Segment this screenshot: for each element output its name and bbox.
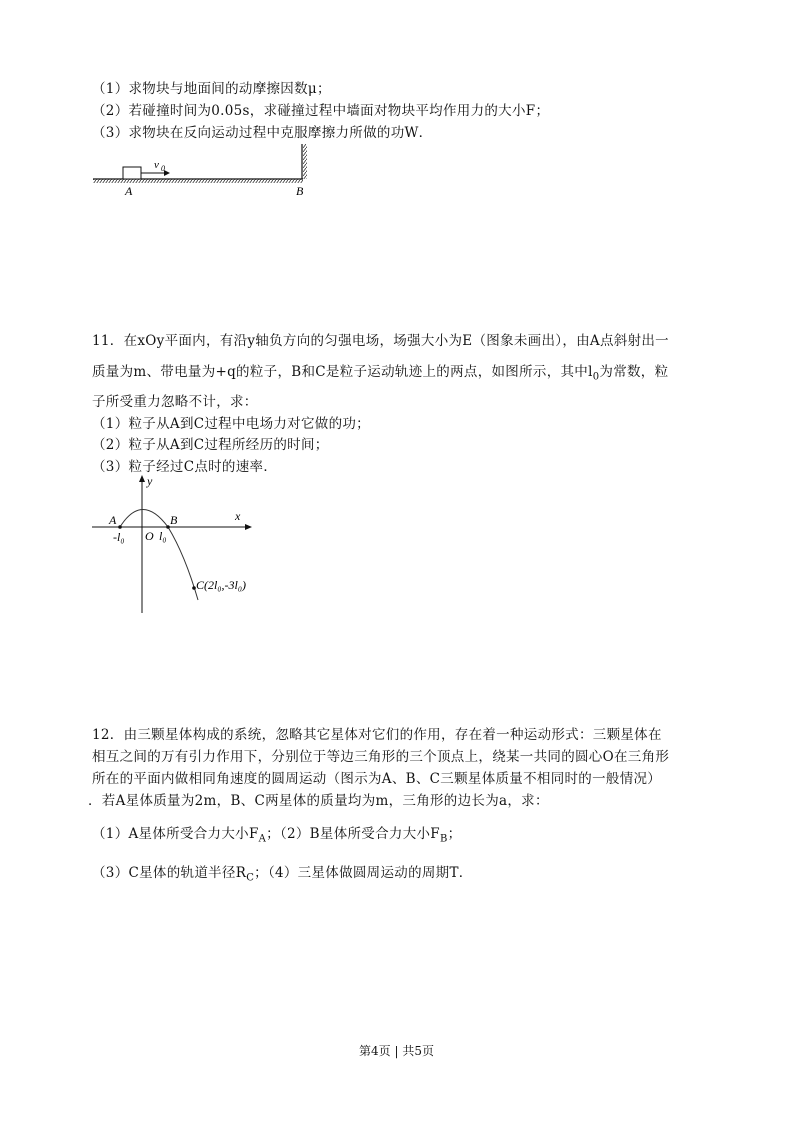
punct: ； (447, 826, 462, 842)
q10-item-1: （1）求物块与地面间的动摩擦因数μ； (92, 81, 331, 97)
q12-item-3: （3）C星体的轨道半径R (92, 865, 247, 881)
q11-item-2: （2）粒子从A到C过程所经历的时间； (92, 437, 329, 453)
q11-line-2-text: 质量为m、带电量为+q的粒子，B和C是粒子运动轨迹上的两点，如图所示，其中l (92, 364, 593, 380)
subscript: B (439, 833, 448, 845)
q11-item-1: （1）粒子从A到C过程中电场力对它做的功； (92, 416, 370, 432)
q12-items-3-4 (92, 861, 473, 884)
q11-line-1: 11．在xOy平面内，有沿y轴负方向的匀强电场，场强大小为E（图象未画出），由A点斜射出一 (92, 333, 669, 349)
q12-line-3: 所在的平面内做相同角速度的圆周运动（图示为A、B、C三颗星体质量不相同时的一般情况） (92, 771, 662, 787)
q10-item-2: （2）若碰撞时间为0.05s，求碰撞过程中墙面对物块平均作用力的大小F； (92, 103, 550, 119)
subscript: 0 (592, 371, 600, 383)
point-b-label: B (296, 184, 304, 198)
v0-label: v (154, 159, 159, 171)
y-axis-label: y (147, 474, 153, 488)
subscript: C (246, 872, 255, 884)
point-a-label: A (125, 184, 133, 198)
q11-item-3: （3）粒子经过C点时的速率． (92, 459, 278, 475)
q11-line-3: 子所受重力忽略不计，求： (92, 394, 258, 410)
l0-label: l₀ (159, 529, 167, 543)
q12-line-1: 12．由三颗星体构成的系统，忽略其它星体对它们的作用，存在着一种运动形式：三颗星体在 (92, 727, 662, 743)
q12-items-1-2 (92, 822, 461, 845)
x-axis-label: x (235, 509, 241, 523)
neg-l0-label: -l₀ (113, 530, 125, 544)
q10-figure (90, 140, 320, 202)
v0-subscript: 0 (161, 164, 165, 173)
q12-item-4: ；（4）三星体做圆周运动的周期T． (254, 865, 473, 881)
q12-line-2: 相互之间的万有引力作用下，分别位于等边三角形的三个顶点上，绕某一共同的圆心O在三角形 (92, 749, 670, 765)
q11-figure (80, 470, 280, 620)
q12-item-1: （1）A星体所受合力大小F (92, 826, 259, 842)
q11-line-2 (92, 360, 668, 383)
point-b-label: B (170, 513, 178, 527)
origin-label: O (145, 529, 154, 543)
subscript: A (258, 833, 267, 845)
q10-item-3: （3）求物块在反向运动过程中克服摩擦力所做的功W． (92, 125, 433, 141)
q12-line-4: ．若A星体质量为2m，B、C两星体的质量均为m，三角形的边长为a，求： (88, 793, 549, 809)
page-footer: 第4页 | 共5页 (359, 1044, 434, 1058)
point-a-label: A (109, 513, 117, 527)
q11-line-2-tail: 为常数，粒 (599, 364, 669, 380)
point-c-label: C(2l₀,-3l₀) (196, 578, 247, 592)
q12-item-2: ；（2）B星体所受合力大小F (266, 826, 440, 842)
